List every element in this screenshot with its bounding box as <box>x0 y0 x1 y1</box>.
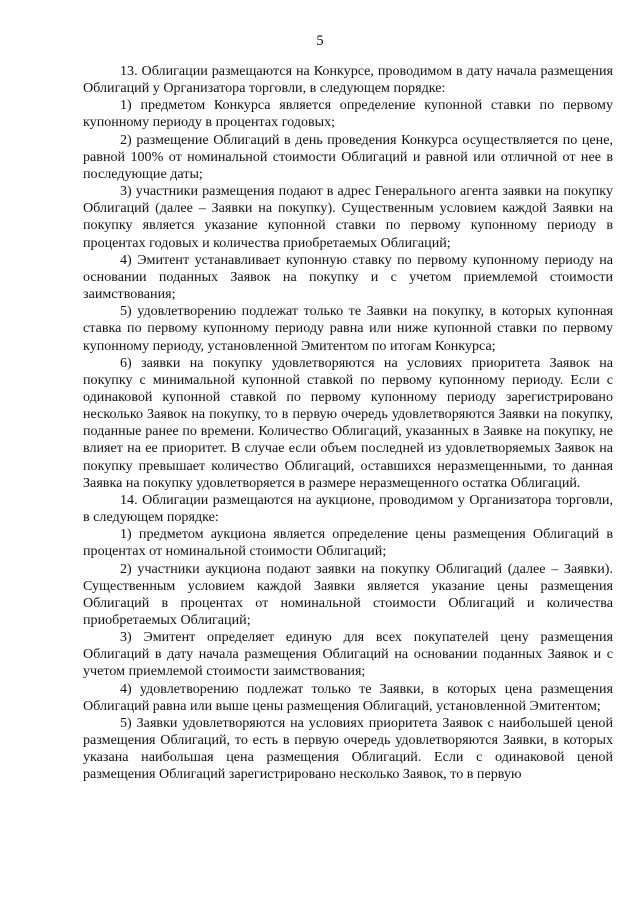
paragraph-13-item-4: 4) Эмитент устанавливает купонную ставку по первому купонному периоду на основании поданных Заявок на покупку и с учетом приемлемой стоимости заимствования; <box>83 251 613 303</box>
paragraph-14-item-4: 4) удовлетворению подлежат только те Заявки, в которых цена размещения Облигаций равна или выше цены размещения Облигаций, установленной Эмитентом; <box>83 680 613 714</box>
paragraph-14-item-1: 1) предметом аукциона является определение цены размещения Облигаций в процентах от номинальной стоимости Облигаций; <box>83 526 613 560</box>
paragraph-14: 14. Облигации размещаются на аукционе, проводимом у Организатора торговли, в следующем порядке: <box>83 491 613 526</box>
paragraph-13: 13. Облигации размещаются на Конкурсе, проводимом в дату начала размещения Облигаций у Организатора торговли, в следующем порядке: <box>83 63 613 97</box>
paragraph-14-item-2: 2) участники аукциона подают заявки на покупку Облигаций (далее – Заявки). Существенным условием каждой Заявки является указание цены размещения Облигаций в процентах от номинальной стоимости Облигаций и количества приобретаемых Облигаций; <box>83 560 613 628</box>
document-body <box>83 63 613 784</box>
paragraph-13-item-1: 1) предметом Конкурса является определение купонной ставки по первому купонному периоду в процентах годовых; <box>83 97 613 131</box>
paragraph-13-item-6: 6) заявки на покупку удовлетворяются на условиях приоритета Заявок на покупку с минимальной купонной ставкой по первому купонному периоду. Если с одинаковой купонной ставкой по первому купонному периоду зарегистрировано несколько Заявок на покупку, то в первую очередь удовлетворяются Заявки на покупку, поданные ранее по времени. Количество Облигаций, указанных в Заявке на покупку, не влияет на ее приоритет. В случае если объем последней из удовлетворяемых Заявок на покупку превышает количество Облигаций, оставшихся неразмещенными, то данная Заявка на покупку удовлетворяется в размере неразмещенного остатка Облигаций. <box>83 354 613 491</box>
page-number: 5 <box>316 33 324 49</box>
paragraph-14-item-3: 3) Эмитент определяет единую для всех покупателей цену размещения Облигаций в дату начала размещения Облигаций на основании поданных Заявок и с учетом приемлемой стоимости заимствования; <box>83 629 613 680</box>
paragraph-13-item-2: 2) размещение Облигаций в день проведения Конкурса осуществляется по цене, равной 100% от номинальной стоимости Облигаций и равной или отличной от нее в последующие даты; <box>83 131 613 182</box>
paragraph-13-item-5: 5) удовлетворению подлежат только те Заявки на покупку, в которых купонная ставка по первому купонному периоду равна или ниже купонной ставки по первому купонному периоду, установленной Эмитентом по итогам Конкурса; <box>83 303 613 354</box>
paragraph-14-item-5: 5) Заявки удовлетворяются на условиях приоритета Заявок с наибольшей ценой размещения Облигаций, то есть в первую очередь удовлетворяются Заявки, в которых указана наибольшая цена размещения Облигаций. Если с одинаковой ценой размещения Облигаций зарегистрировано несколько Заявок, то в первую <box>83 714 613 783</box>
paragraph-13-item-3: 3) участники размещения подают в адрес Генерального агента заявки на покупку Облигаций (далее – Заявки на покупку). Существенным условием каждой Заявки на покупку является указание купонной ставки по первому купонному периоду в процентах годовых и количества приобретаемых Облигаций; <box>83 183 613 251</box>
